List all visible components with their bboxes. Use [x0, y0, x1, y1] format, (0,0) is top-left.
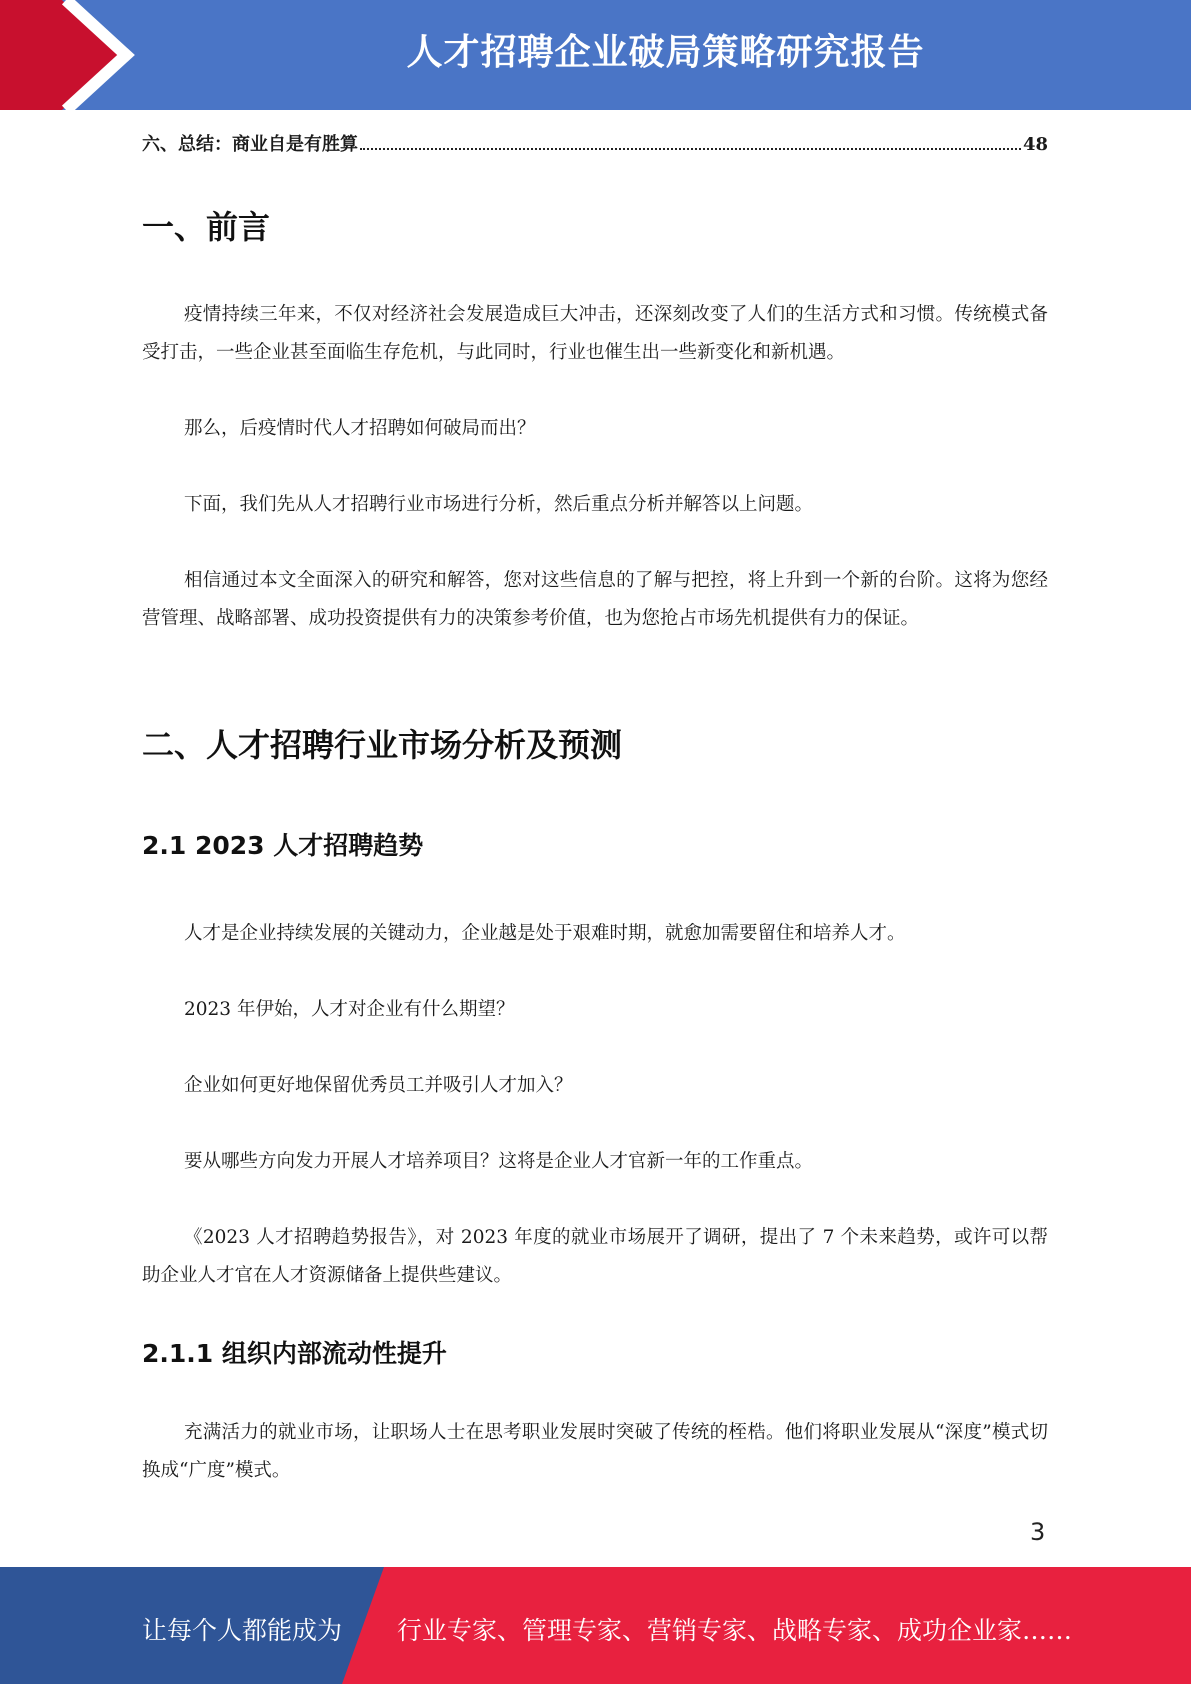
- paragraph: 充满活力的就业市场，让职场人士在思考职业发展时突破了传统的桎梏。他们将职业发展从“深度”模式切换成“广度”模式。: [142, 1422, 1048, 1481]
- paragraph: 《2023 人才招聘趋势报告》，对 2023 年度的就业市场展开了调研，提出了 7 个未来趋势，或许可以帮助企业人才官在人才资源储备上提供些建议。: [142, 1227, 1048, 1286]
- paragraph: 要从哪些方向发力开展人才培养项目？这将是企业人才官新一年的工作重点。: [184, 1151, 814, 1172]
- paragraph: 相信通过本文全面深入的研究和解答，您对这些信息的了解与把控，将上升到一个新的台阶。这将为您经营管理、战略部署、成功投资提供有力的决策参考价值，也为您抢占市场先机提供有力的保证。: [142, 570, 1048, 629]
- footer-slogan-left: 让每个人都能成为: [142, 1616, 343, 1645]
- header-banner: [0, 0, 1191, 110]
- heading-preface: 一、前言: [142, 208, 271, 246]
- paragraph: 企业如何更好地保留优秀员工并吸引人才加入？: [184, 1075, 573, 1096]
- toc-entry[interactable]: [142, 130, 1048, 156]
- toc-entry-page: 48: [1022, 134, 1048, 155]
- paragraph: 2023 年伊始，人才对企业有什么期望？: [184, 999, 515, 1020]
- heading-internal-mobility: 2.1.1 组织内部流动性提升: [142, 1339, 447, 1368]
- paragraph: 疫情持续三年来，不仅对经济社会发展造成巨大冲击，还深刻改变了人们的生活方式和习惯。传统模式备受打击，一些企业甚至面临生存危机，与此同时，行业也催生出一些新变化和新机遇。: [142, 304, 1048, 363]
- toc-entry-label: 六、总结：商业自是有胜算: [142, 134, 358, 155]
- paragraph: 下面，我们先从人才招聘行业市场进行分析，然后重点分析并解答以上问题。: [184, 494, 814, 515]
- heading-2023-trends: 2.1 2023 人才招聘趋势: [142, 831, 424, 860]
- toc-leader-dots: [360, 148, 1021, 150]
- page-number: 3: [1030, 1518, 1046, 1546]
- footer-slogan-right: 行业专家、管理专家、营销专家、战略专家、成功企业家……: [397, 1616, 1073, 1645]
- paragraph: 那么，后疫情时代人才招聘如何破局而出？: [184, 418, 536, 439]
- paragraph: 人才是企业持续发展的关键动力，企业越是处于艰难时期，就愈加需要留住和培养人才。: [184, 923, 906, 944]
- footer-banner: [0, 1567, 1191, 1684]
- report-title: 人才招聘企业破局策略研究报告: [406, 32, 925, 73]
- heading-market-analysis: 二、人才招聘行业市场分析及预测: [142, 726, 623, 764]
